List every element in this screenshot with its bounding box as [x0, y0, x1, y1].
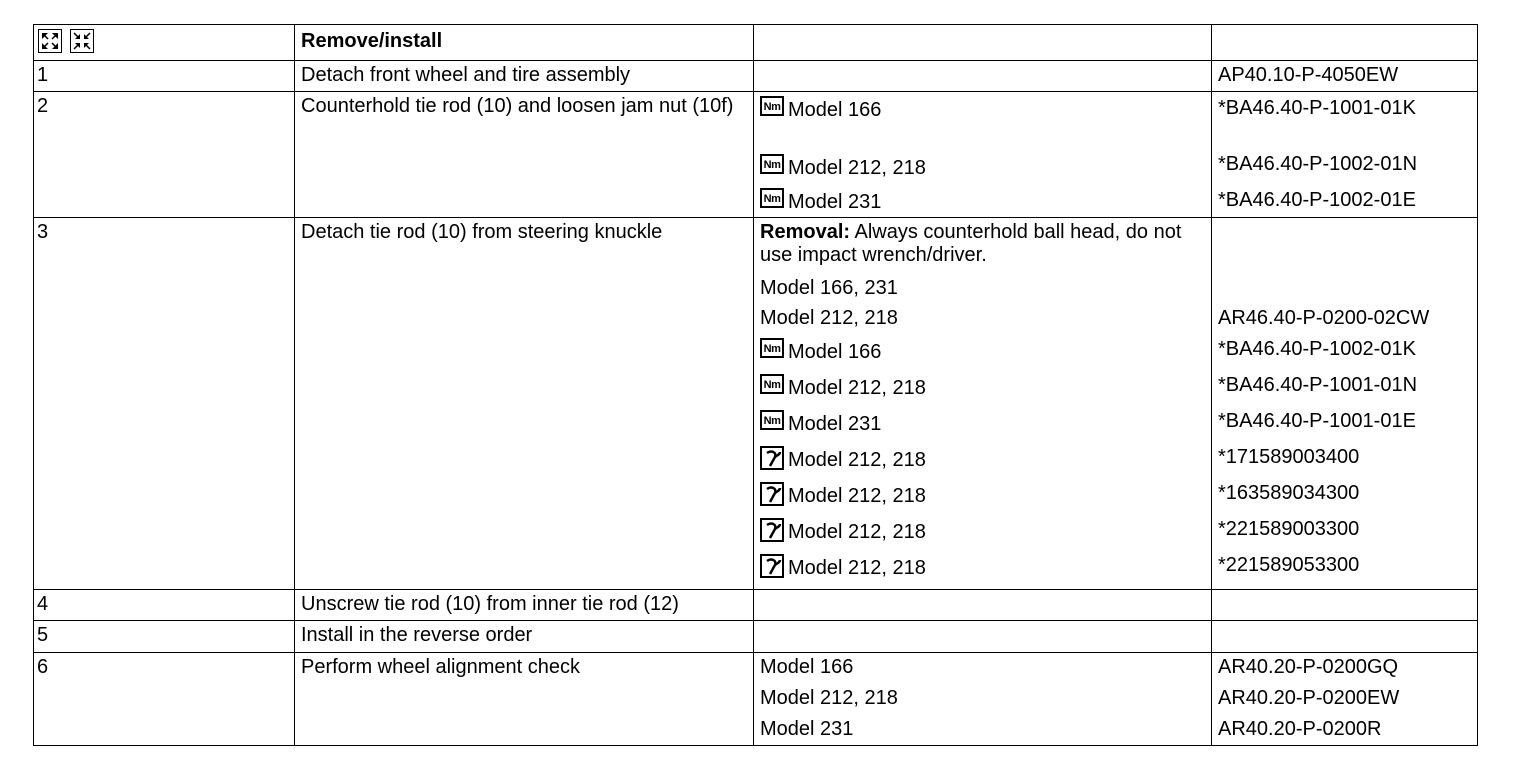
special-tool-icon[interactable]: [760, 482, 784, 506]
special-tool-icon[interactable]: [760, 554, 784, 578]
step-description: Unscrew tie rod (10) from inner tie rod (12): [301, 593, 679, 615]
reference-link[interactable]: AR40.20-P-0200EW: [1218, 687, 1400, 709]
table-row: [34, 92, 1478, 218]
reference-link[interactable]: *BA46.40-P-1002-01E: [1218, 189, 1416, 211]
reference-link[interactable]: *BA46.40-P-1001-01E: [1218, 410, 1416, 432]
reference-link[interactable]: *BA46.40-P-1001-01K: [1218, 97, 1416, 119]
detail-line: Nm Model 166: [760, 338, 1211, 374]
step-description: Detach tie rod (10) from steering knuckle: [301, 221, 663, 243]
detail-line: Nm Model 231: [760, 188, 1211, 214]
special-tool-icon[interactable]: [760, 518, 784, 542]
detail-line: Model 166: [760, 656, 854, 678]
step-description: Detach front wheel and tire assembly: [301, 64, 631, 86]
detail-line: Nm Model 231: [760, 410, 1211, 446]
reference-link[interactable]: *BA46.40-P-1002-01K: [1218, 338, 1416, 360]
torque-icon[interactable]: Nm: [760, 410, 784, 430]
step-description: Counterhold tie rod (10) and loosen jam nut (10f): [301, 95, 734, 117]
step-number: 5: [37, 624, 49, 646]
detail-line: Model 212, 218: [760, 446, 1211, 482]
step-description: Perform wheel alignment check: [301, 656, 581, 678]
reference-link[interactable]: AR46.40-P-0200-02CW: [1218, 307, 1430, 329]
collapse-icon[interactable]: [70, 29, 94, 53]
table-row: [34, 653, 1478, 746]
step-number: 1: [37, 64, 49, 86]
removal-note: Removal: Always counterhold ball head, do not use impact wrench/driver.: [760, 221, 1182, 266]
detail-line: Nm Model 212, 218: [760, 374, 1211, 410]
detail-line: Model 212, 218: [760, 554, 1211, 584]
detail-line: Model 212, 218: [760, 518, 1211, 554]
table-row: [34, 621, 1478, 653]
reference-link[interactable]: *171589003400: [1218, 446, 1360, 468]
torque-icon[interactable]: Nm: [760, 96, 784, 116]
table-header-row: [34, 25, 1478, 61]
step-number: 4: [37, 593, 49, 615]
reference-link[interactable]: *221589053300: [1218, 554, 1360, 576]
torque-icon[interactable]: Nm: [760, 338, 784, 358]
torque-icon[interactable]: Nm: [760, 374, 784, 394]
reference-link[interactable]: AR40.20-P-0200GQ: [1218, 656, 1399, 678]
expand-icon[interactable]: [38, 29, 62, 53]
detail-line: Nm Model 212, 218: [760, 154, 1211, 188]
reference-link[interactable]: *BA46.40-P-1002-01N: [1218, 153, 1418, 175]
reference-link[interactable]: *221589003300: [1218, 518, 1360, 540]
reference-link[interactable]: *BA46.40-P-1001-01N: [1218, 374, 1418, 396]
special-tool-icon[interactable]: [760, 446, 784, 470]
detail-line: Model 231: [760, 718, 854, 740]
detail-line: Model 212, 218: [760, 482, 1211, 518]
torque-icon[interactable]: Nm: [760, 188, 784, 208]
step-number: 6: [37, 656, 49, 678]
reference-link[interactable]: AP40.10-P-4050EW: [1218, 64, 1399, 86]
procedure-table: [33, 24, 1478, 746]
step-number: 2: [37, 95, 49, 117]
reference-link[interactable]: AR40.20-P-0200R: [1218, 718, 1382, 740]
step-description: Install in the reverse order: [301, 624, 533, 646]
table-row: [34, 590, 1478, 621]
detail-line: Model 212, 218: [760, 687, 898, 709]
torque-icon[interactable]: Nm: [760, 154, 784, 174]
table-row: [34, 218, 1478, 590]
detail-line: Nm Model 166: [760, 96, 1211, 154]
detail-line: Model 166, 231: [760, 277, 898, 299]
step-number: 3: [37, 221, 49, 243]
reference-link[interactable]: *163589034300: [1218, 482, 1360, 504]
table-row: [34, 61, 1478, 92]
detail-line: Model 212, 218: [760, 307, 898, 329]
section-title: Remove/install: [301, 30, 443, 52]
